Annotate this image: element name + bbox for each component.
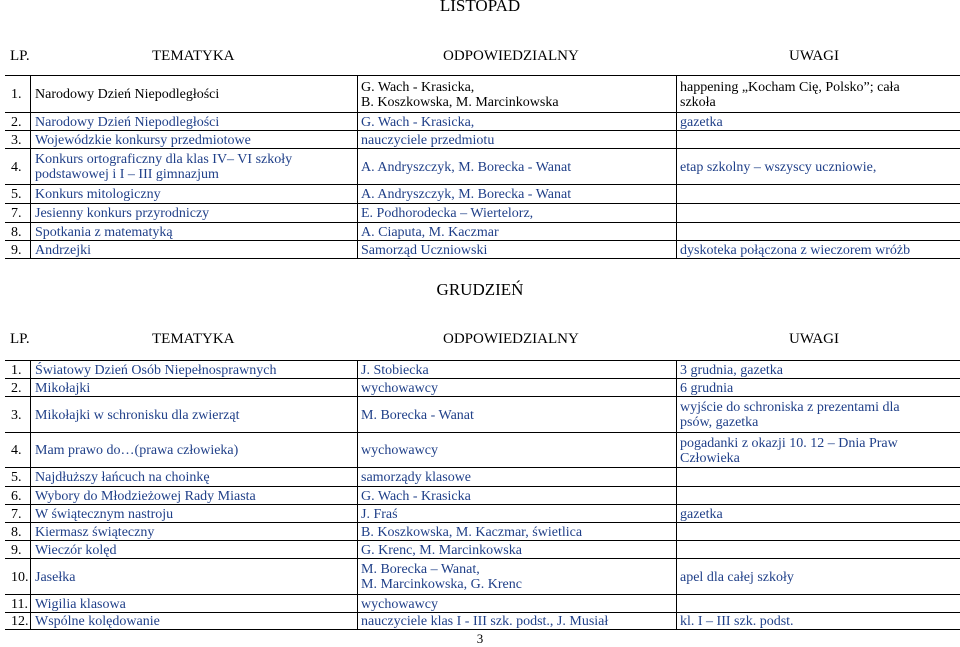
cell-resp bbox=[361, 115, 474, 130]
cell-notes bbox=[680, 160, 876, 175]
cell-topic bbox=[35, 133, 251, 148]
cell-notes-line: wyjście do schroniska z prezentami dla bbox=[680, 400, 900, 415]
cell-resp bbox=[361, 80, 559, 110]
cell-no-line: 2. bbox=[11, 380, 22, 396]
cell-resp bbox=[361, 489, 471, 504]
table-rule bbox=[5, 594, 960, 595]
header-topic: TEMATYKA bbox=[152, 331, 235, 347]
table-rule bbox=[5, 112, 960, 113]
cell-resp bbox=[361, 507, 398, 522]
cell-no bbox=[11, 160, 22, 175]
table-rule bbox=[5, 558, 960, 559]
table-rule bbox=[5, 629, 960, 630]
cell-resp-line: wychowawcy bbox=[361, 443, 438, 458]
cell-notes bbox=[680, 115, 723, 130]
header-topic: TEMATYKA bbox=[152, 48, 235, 64]
cell-resp-line: B. Koszkowska, M. Kaczmar, świetlica bbox=[361, 524, 583, 540]
page-number: 3 bbox=[476, 631, 484, 646]
cell-resp bbox=[361, 470, 471, 485]
cell-notes bbox=[680, 507, 723, 522]
cell-resp-line: J. Fraś bbox=[361, 506, 398, 522]
cell-topic bbox=[35, 87, 219, 102]
cell-resp-line: G. Krenc, M. Marcinkowska bbox=[361, 542, 522, 558]
cell-no bbox=[11, 363, 22, 378]
table-rule bbox=[5, 504, 960, 505]
cell-resp-line: E. Podhorodecka – Wiertelorz, bbox=[361, 206, 534, 221]
cell-topic-line: Mikołajki bbox=[35, 380, 91, 396]
cell-no-line: 3. bbox=[11, 407, 22, 423]
table-rule bbox=[5, 378, 960, 379]
cell-no bbox=[11, 614, 29, 629]
cell-no bbox=[11, 87, 22, 102]
cell-topic-line: Wieczór kolęd bbox=[35, 542, 117, 558]
cell-resp bbox=[361, 614, 608, 629]
cell-topic bbox=[35, 543, 116, 558]
cell-resp-line: G. Wach - Krasicka, bbox=[361, 79, 475, 95]
cell-resp bbox=[361, 562, 522, 592]
cell-resp-line: M. Marcinkowska, G. Krenc bbox=[361, 577, 522, 592]
header-notes: UWAGI bbox=[789, 331, 839, 347]
cell-no bbox=[11, 597, 28, 612]
table-column-rule bbox=[676, 75, 677, 259]
cell-topic bbox=[35, 187, 161, 202]
cell-topic-line: Kiermasz świąteczny bbox=[35, 524, 155, 540]
header-lp: LP. bbox=[10, 48, 30, 64]
table-rule bbox=[5, 396, 960, 397]
cell-topic-line: Jesienny konkurs przyrodniczy bbox=[35, 206, 210, 221]
cell-notes-line: pogadanki z okazji 10. 12 – Dnia Praw bbox=[680, 435, 898, 451]
cell-no-line: 4. bbox=[11, 443, 22, 458]
cell-no-line: 9. bbox=[11, 542, 22, 558]
cell-notes bbox=[680, 614, 794, 629]
cell-notes bbox=[680, 363, 783, 378]
cell-resp bbox=[361, 225, 499, 240]
cell-notes-line: szkoła bbox=[680, 94, 716, 110]
cell-no bbox=[11, 243, 22, 258]
title-listopad: LISTOPAD bbox=[439, 0, 521, 15]
table-rule bbox=[5, 612, 960, 613]
cell-no bbox=[11, 525, 22, 540]
table-rule bbox=[5, 522, 960, 523]
cell-no bbox=[11, 570, 29, 585]
cell-topic bbox=[35, 507, 173, 522]
table-rule bbox=[5, 222, 960, 223]
cell-no-line: 1. bbox=[11, 362, 22, 378]
cell-resp-line: nauczyciele przedmiotu bbox=[361, 132, 495, 148]
header-responsible: ODPOWIEDZIALNY bbox=[443, 331, 579, 347]
cell-topic-line: Konkurs mitologiczny bbox=[35, 187, 161, 202]
cell-topic-line: Wojewódzkie konkursy przedmiotowe bbox=[35, 132, 251, 148]
cell-no-line: 10. bbox=[11, 569, 29, 585]
cell-resp-line: Samorząd Uczniowski bbox=[361, 242, 488, 258]
cell-resp bbox=[361, 133, 494, 148]
cell-no-line: 7. bbox=[11, 206, 22, 221]
cell-topic-line: Światowy Dzień Osób Niepełnosprawnych bbox=[35, 362, 277, 378]
cell-topic-line: Konkurs ortograficzny dla klas IV– VI szkoły bbox=[35, 152, 293, 167]
cell-resp-line: J. Stobiecka bbox=[361, 362, 429, 378]
cell-topic bbox=[35, 206, 209, 221]
header-notes: UWAGI bbox=[789, 48, 839, 64]
cell-resp-line: nauczyciele klas I - III szk. podst., J. Musiał bbox=[361, 614, 609, 629]
cell-topic bbox=[35, 470, 210, 485]
table-rule bbox=[5, 540, 960, 541]
cell-resp bbox=[361, 160, 571, 175]
cell-no bbox=[11, 225, 22, 240]
cell-topic-line: podstawowej i I – III gimnazjum bbox=[35, 167, 219, 182]
cell-notes bbox=[680, 436, 898, 466]
cell-topic-line: Najdłuższy łańcuch na choinkę bbox=[35, 470, 210, 485]
cell-no-line: 7. bbox=[11, 506, 22, 522]
cell-topic bbox=[35, 363, 276, 378]
cell-notes-line: Człowieka bbox=[680, 450, 740, 466]
cell-no-line: 8. bbox=[11, 224, 22, 240]
cell-topic-line: Andrzejki bbox=[35, 242, 91, 258]
table-rule bbox=[5, 432, 960, 433]
cell-no bbox=[11, 507, 22, 522]
cell-notes bbox=[680, 570, 794, 585]
cell-topic-line: Spotkania z matematyką bbox=[35, 224, 173, 240]
cell-notes bbox=[680, 243, 910, 258]
cell-no-line: 12. bbox=[11, 614, 29, 629]
cell-topic bbox=[35, 614, 160, 629]
cell-resp-line: A. Andryszczyk, M. Borecka - Wanat bbox=[361, 159, 572, 175]
cell-no-line: 3. bbox=[11, 132, 22, 148]
cell-no-line: 4. bbox=[11, 159, 22, 175]
cell-no-line: 2. bbox=[11, 114, 22, 130]
cell-no-line: 8. bbox=[11, 524, 22, 540]
cell-resp-line: B. Koszkowska, M. Marcinkowska bbox=[361, 94, 559, 110]
table-rule bbox=[5, 130, 960, 131]
cell-resp-line: A. Andryszczyk, M. Borecka - Wanat bbox=[361, 187, 572, 202]
cell-topic bbox=[35, 381, 90, 396]
cell-resp bbox=[361, 525, 582, 540]
cell-no-line: 11. bbox=[11, 596, 28, 612]
cell-topic-line: W świątecznym nastroju bbox=[35, 506, 174, 522]
cell-notes bbox=[680, 381, 733, 396]
cell-notes-line: psów, gazetka bbox=[680, 415, 759, 430]
cell-topic bbox=[35, 525, 154, 540]
cell-topic-line: Wybory do Młodzieżowej Rady Miasta bbox=[35, 488, 256, 504]
table-column-rule bbox=[357, 360, 358, 630]
cell-topic-line: Narodowy Dzień Niepodległości bbox=[35, 87, 220, 102]
cell-resp bbox=[361, 543, 522, 558]
table-rule bbox=[5, 486, 960, 487]
cell-notes-line: gazetka bbox=[680, 506, 723, 522]
cell-notes-line: 3 grudnia, gazetka bbox=[680, 362, 784, 378]
table-rule bbox=[5, 467, 960, 468]
cell-no-line: 5. bbox=[11, 470, 22, 485]
cell-notes bbox=[680, 400, 900, 430]
cell-no bbox=[11, 543, 22, 558]
cell-no bbox=[11, 187, 22, 202]
cell-resp-line: A. Ciaputa, M. Kaczmar bbox=[361, 224, 499, 240]
cell-resp bbox=[361, 187, 571, 202]
cell-resp bbox=[361, 408, 474, 423]
cell-topic bbox=[35, 152, 292, 182]
cell-notes bbox=[680, 80, 900, 110]
table-column-rule bbox=[676, 360, 677, 630]
cell-topic bbox=[35, 408, 240, 423]
table-column-rule bbox=[30, 75, 31, 259]
header-responsible: ODPOWIEDZIALNY bbox=[443, 48, 579, 64]
cell-resp bbox=[361, 443, 438, 458]
cell-topic bbox=[35, 115, 219, 130]
cell-no-line: 9. bbox=[11, 242, 22, 258]
cell-topic bbox=[35, 489, 256, 504]
table-column-rule bbox=[30, 360, 31, 630]
cell-topic-line: Mam prawo do…(prawa człowieka) bbox=[35, 443, 239, 458]
cell-notes-line: gazetka bbox=[680, 114, 723, 130]
cell-no-line: 1. bbox=[11, 87, 22, 102]
cell-topic-line: Jasełka bbox=[35, 569, 76, 585]
cell-no bbox=[11, 206, 22, 221]
cell-topic bbox=[35, 243, 91, 258]
cell-resp-line: M. Borecka – Wanat, bbox=[361, 562, 480, 577]
cell-topic bbox=[35, 443, 238, 458]
cell-resp bbox=[361, 597, 438, 612]
table-rule bbox=[5, 203, 960, 204]
header-lp: LP. bbox=[10, 331, 30, 347]
cell-topic-line: Wspólne kolędowanie bbox=[35, 614, 160, 629]
cell-notes-line: etap szkolny – wszyscy uczniowie, bbox=[680, 159, 877, 175]
cell-resp-line: wychowawcy bbox=[361, 380, 438, 396]
cell-topic bbox=[35, 570, 75, 585]
cell-no bbox=[11, 408, 22, 423]
cell-notes-line: happening „Kocham Cię, Polsko”; cała bbox=[680, 79, 900, 95]
cell-notes-line: 6 grudnia bbox=[680, 380, 734, 396]
cell-topic-line: Mikołajki w schronisku dla zwierząt bbox=[35, 407, 240, 423]
cell-no bbox=[11, 443, 22, 458]
cell-no bbox=[11, 133, 22, 148]
table-rule bbox=[5, 184, 960, 185]
cell-resp-line: samorządy klasowe bbox=[361, 470, 472, 485]
cell-topic bbox=[35, 225, 173, 240]
cell-notes-line: dyskoteka połączona z wieczorem wróżb bbox=[680, 242, 911, 258]
cell-resp bbox=[361, 363, 429, 378]
cell-resp-line: G. Wach - Krasicka bbox=[361, 488, 471, 504]
cell-resp-line: G. Wach - Krasicka, bbox=[361, 114, 475, 130]
cell-resp bbox=[361, 206, 533, 221]
cell-no bbox=[11, 381, 22, 396]
table-rule bbox=[5, 148, 960, 149]
table-rule bbox=[5, 240, 960, 241]
cell-resp-line: M. Borecka - Wanat bbox=[361, 407, 474, 423]
table-rule bbox=[5, 75, 960, 76]
cell-no-line: 5. bbox=[11, 187, 22, 202]
cell-no bbox=[11, 115, 22, 130]
cell-resp-line: wychowawcy bbox=[361, 596, 438, 612]
cell-notes-line: apel dla całej szkoły bbox=[680, 569, 794, 585]
cell-topic-line: Wigilia klasowa bbox=[35, 596, 126, 612]
table-column-rule bbox=[357, 75, 358, 259]
cell-resp bbox=[361, 243, 487, 258]
cell-no-line: 6. bbox=[11, 488, 22, 504]
cell-topic bbox=[35, 597, 126, 612]
title-grudzien: GRUDZIEŃ bbox=[436, 280, 524, 299]
cell-no bbox=[11, 489, 22, 504]
table-rule bbox=[5, 360, 960, 361]
cell-resp bbox=[361, 381, 438, 396]
cell-no bbox=[11, 470, 22, 485]
cell-topic-line: Narodowy Dzień Niepodległości bbox=[35, 114, 220, 130]
table-rule bbox=[5, 258, 960, 259]
cell-notes-line: kl. I – III szk. podst. bbox=[680, 614, 794, 629]
